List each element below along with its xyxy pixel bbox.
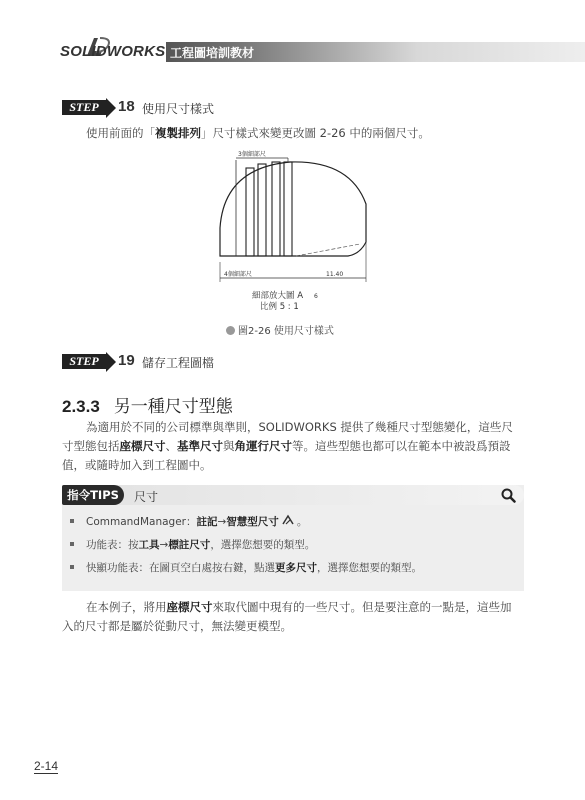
smart-dimension-icon — [281, 514, 295, 526]
dim-left-label: 4個細部尺 — [224, 271, 252, 278]
bold-term: 註記 — [196, 516, 218, 528]
bold-term: 角運行尺寸 — [234, 439, 292, 453]
text-span: 、 — [165, 439, 177, 453]
search-icon — [500, 487, 516, 503]
tips-list — [62, 511, 422, 580]
scale-label: 比例 5 : 1 — [260, 302, 299, 312]
paragraph-intro — [62, 418, 526, 475]
figure-caption — [226, 322, 334, 337]
brand-name: SOLIDWORKS — [60, 43, 166, 60]
section-title: 另一種尺寸型態 — [113, 397, 233, 417]
bold-term: 工具 — [138, 539, 160, 551]
paragraph-line: 值，或隨時加入到工程圖中。 — [62, 458, 212, 472]
text-span: 等。這些型態也都可以在範本中被設爲預設 — [292, 439, 511, 453]
text-span: 與 — [223, 439, 235, 453]
bold-term: 更多尺寸 — [275, 562, 317, 574]
intro-text-end: 」尺寸樣式來變更改圖 2-26 中的兩個尺寸。 — [201, 126, 430, 140]
bullet-icon — [70, 565, 74, 569]
bold-term: 座標尺寸 — [119, 439, 166, 453]
step-number: 18 — [118, 98, 135, 115]
paragraph-line: 入的尺寸都是屬於從動尺寸，無法變更模型。 — [62, 619, 292, 633]
detail-view-label: 細部放大圖 A — [252, 291, 304, 301]
text-span: 寸型態包括 — [62, 439, 120, 453]
dim-top-label: 3個細部尺 — [238, 151, 266, 158]
section-heading — [62, 392, 233, 417]
step-title: 使用尺寸樣式 — [142, 102, 215, 116]
tips-badge: 指令TIPS — [62, 485, 124, 505]
page-number: 2-14 — [34, 759, 59, 773]
text-span: CommandManager： — [86, 516, 197, 528]
detail-view-figure — [210, 148, 390, 318]
arrow-text: → — [217, 516, 227, 528]
text-span: 。 — [296, 516, 308, 528]
caption-bullet-icon — [226, 326, 235, 335]
paragraph-line: 為適用於不同的公司標準與準則，SOLIDWORKS 提供了幾種尺寸型態變化，這些尺 — [86, 420, 513, 434]
detail-drawing — [210, 148, 390, 318]
header-tag-label: 工程圖培訓教材 — [170, 46, 255, 60]
detail-view-label-suffix: 6 — [314, 293, 318, 300]
paragraph-example — [62, 598, 526, 636]
paragraph-line — [86, 598, 526, 617]
tips-title: 尺寸 — [134, 490, 159, 504]
step-badge: STEP — [62, 354, 106, 369]
bold-term: 基準尺寸 — [177, 439, 223, 453]
text-span: ，選擇您想要的類型。 — [317, 562, 422, 574]
bold-term: 標註尺寸 — [168, 539, 211, 551]
header-tag — [166, 42, 585, 62]
command-tips-box — [62, 485, 524, 591]
intro-bold: 複製排列 — [155, 126, 201, 140]
text-span: 來取代圖中現有的一些尺寸。但是要注意的一點是，這些加 — [212, 600, 512, 614]
bold-term: 智慧型尺寸 — [226, 516, 279, 528]
page-header — [0, 40, 585, 62]
bullet-icon — [70, 519, 74, 523]
text-span: 功能表：按 — [86, 539, 139, 551]
step-18-instruction — [86, 124, 430, 143]
tips-item — [70, 534, 422, 557]
caption-text: 圖2-26 使用尺寸樣式 — [238, 326, 334, 337]
dim-right-label: 11.40 — [326, 271, 344, 278]
step-arrow-icon — [106, 352, 116, 372]
step-number: 19 — [118, 352, 135, 369]
section-number: 2.3.3 — [62, 397, 100, 416]
text-span: ，選擇您想要的類型。 — [210, 539, 316, 551]
intro-text: 使用前面的「 — [86, 126, 155, 140]
bold-term: 座標尺寸 — [166, 600, 213, 614]
step-arrow-icon — [106, 98, 116, 118]
tips-header-bar — [62, 485, 524, 505]
text-span: 在本例子，將用 — [86, 600, 167, 614]
paragraph-line — [62, 437, 526, 456]
step-title: 儲存工程圖檔 — [142, 356, 215, 370]
tips-item — [70, 557, 422, 580]
step-badge: STEP — [62, 100, 106, 115]
arrow-text: → — [159, 539, 169, 551]
bullet-icon — [70, 542, 74, 546]
text-span: 快顯功能表：在圖頁空白處按右鍵，點選 — [86, 562, 275, 574]
tips-item — [70, 511, 422, 534]
